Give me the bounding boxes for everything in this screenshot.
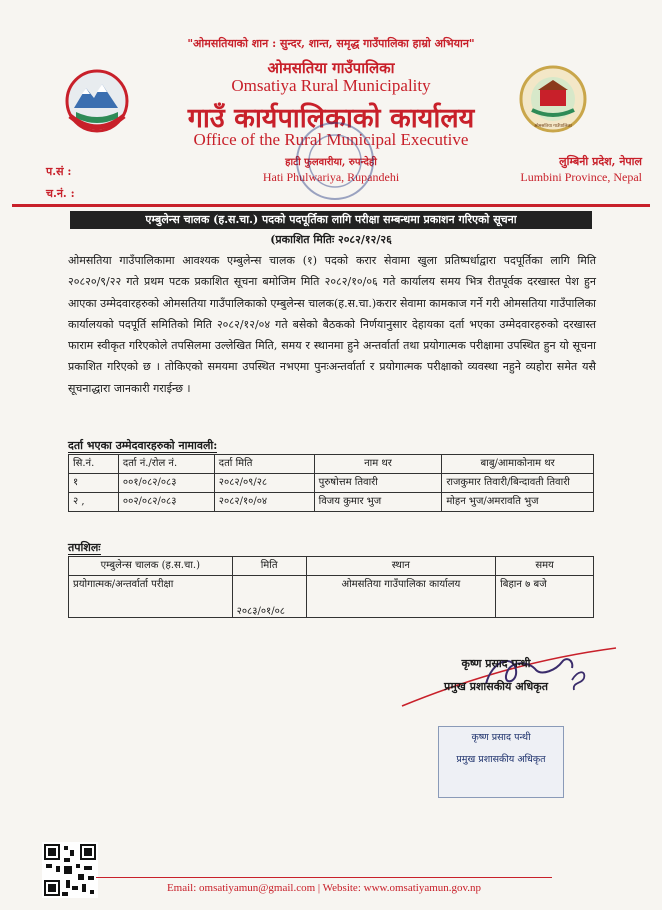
signature-block [386,656,586,694]
cell: २०८२/१०/०४ [214,493,314,512]
logo-text: ओमसतिया गाउँपालिका [534,124,572,129]
cell: मोहन भुज/अमरावति भुज [442,493,594,512]
candidates-heading-text: दर्ता भएका उम्मेदवारहरुको नामावली: [68,439,218,452]
table-row [69,576,594,618]
cell: २०८२/०९/२८ [214,474,314,493]
municipality-name-np: ओमसतिया गाउँपालिका [267,59,395,77]
schedule-heading [68,536,101,555]
cell: बिहान ७ बजे [496,576,594,618]
col-time: समय [496,557,594,576]
stamp-name: कृष्ण प्रसाद पन्थी [471,732,531,743]
table-header-row [69,557,594,576]
cell: १ [69,474,119,493]
candidates-table [68,454,594,512]
footer-contact: Email: omsatiyamun@gmail.com | Website: www.omsatiyamun.gov.np [166,882,482,894]
office-name-en: Office of the Rural Municipal Executive [193,130,469,149]
address-en: Hati Phulwariya, Rupandehi [262,170,400,184]
signatory-name: कृष्ण प्रसाद पन्थी [461,657,531,670]
col-date: मिति [232,557,306,576]
stamp-title: प्रमुख प्रशासकीय अधिकृत [456,754,546,765]
signatory-title: प्रमुख प्रशासकीय अधिकृत [444,680,548,693]
published-date: (प्रकाशित मितिः २०८२/१२/२६ [270,233,392,246]
table-header-row [69,455,594,474]
notice-body: ओमसतिया गाउँपालिकामा आवश्यक एम्बुलेन्स चालक (१) पदको करार सेवामा खुला प्रतिष्पर्धाद्वारा पदपूर्तिका लागि मिति २०८२०/९/२२ गते प्रथम पटक प्रकाशित सूचना बमोजिम मिति २०८२/१०/०६ गते कार्यालय समय भित्र रीतपूर्वक दरखास्त पेश हुन आएका उम्मेदवारहरुको ओमसतिया गाउँपालिकाको एम्बुलेन्स चालक(ह.स.चा.)करार सेवामा कामकाज गर्ने गरी ओमसतिया गाउँपालिका कार्यालयको पदपूर्ति समितिको मिति २०८२/१२/०४ गते बसेको बैठकको निर्णयानुसार देहायका दर्ता भएका उम्मेदवारहरुको दरखास्त फाराम स्वीकृत गरिएकोले तपसिलमा उल्लेखित मिति, समय र स्थानमा हुने अन्तर्वार्ता तथा प्रयोगात्मक परीक्षामा उपस्थित हुन यो सूचना प्रकाशित गरिएको छ । तोकिएको समयमा उपस्थित नभएमा पुनःअन्तर्वार्ता र प्रयोगात्मक परीक्षाको व्यवस्था नहुने व्यहोरा समेत यसै सूचनाद्धारा जानकारी गराईन्छ । [68,254,596,395]
qr-code-icon [42,842,98,898]
notice-title: एम्बुलेन्स चालक (ह.स.चा.) पदको पदपूर्तिका लागि परीक्षा सम्बन्धमा प्रकाशन गरिएको सूचना [70,211,592,229]
col-venue: स्थान [306,557,496,576]
office-seal-icon [292,118,378,204]
candidates-heading [68,434,217,453]
col-post: एम्बुलेन्स चालक (ह.स.चा.) [69,557,233,576]
cell: राजकुमार तिवारी/बिन्दावती तिवारी [442,474,594,493]
cell: पुरुषोत्तम तिवारी [314,474,442,493]
province-np: लुम्बिनी प्रदेश, नेपाल [559,155,642,168]
table-row [69,493,594,512]
cell: २०८३/०१/०८ [232,576,306,618]
ref-number-label: प.सं : [46,165,72,178]
cell: ००२/०८२/०८३ [118,493,214,512]
header-divider [12,204,650,207]
col-serial: सि.नं. [69,455,119,474]
slogan: "ओमसतियाको शान : सुन्दर, शान्त, समृद्ध गाउँपालिका हाम्रो अभियान" [187,37,475,50]
address-np: हाटी फुलवारीया, रुपन्देही [285,157,377,168]
col-parents: बाबु/आमाकोनाम थर [442,455,594,474]
footer-divider [96,877,552,878]
dispatch-number-label: च.नं. : [46,187,75,200]
cell: विजय कुमार भुज [314,493,442,512]
col-name: नाम थर [314,455,442,474]
schedule-heading-text: तपशिलः [68,541,101,554]
name-stamp [438,726,564,798]
cell: २ , [69,493,119,512]
cell: प्रयोगात्मक/अन्तर्वार्ता परीक्षा [69,576,233,618]
col-reg-date: दर्ता मिति [214,455,314,474]
office-name-np: गाउँ कार्यपालिकाको कार्यालय [187,103,475,134]
municipality-name-en: Omsatiya Rural Municipality [231,76,431,95]
cell: ओमसतिया गाउँपालिका कार्यालय [306,576,496,618]
col-roll: दर्ता नं./रोल नं. [118,455,214,474]
table-row [69,474,594,493]
province-en: Lumbini Province, Nepal [520,170,642,184]
cell: ००१/०८२/०८३ [118,474,214,493]
schedule-table [68,556,594,618]
